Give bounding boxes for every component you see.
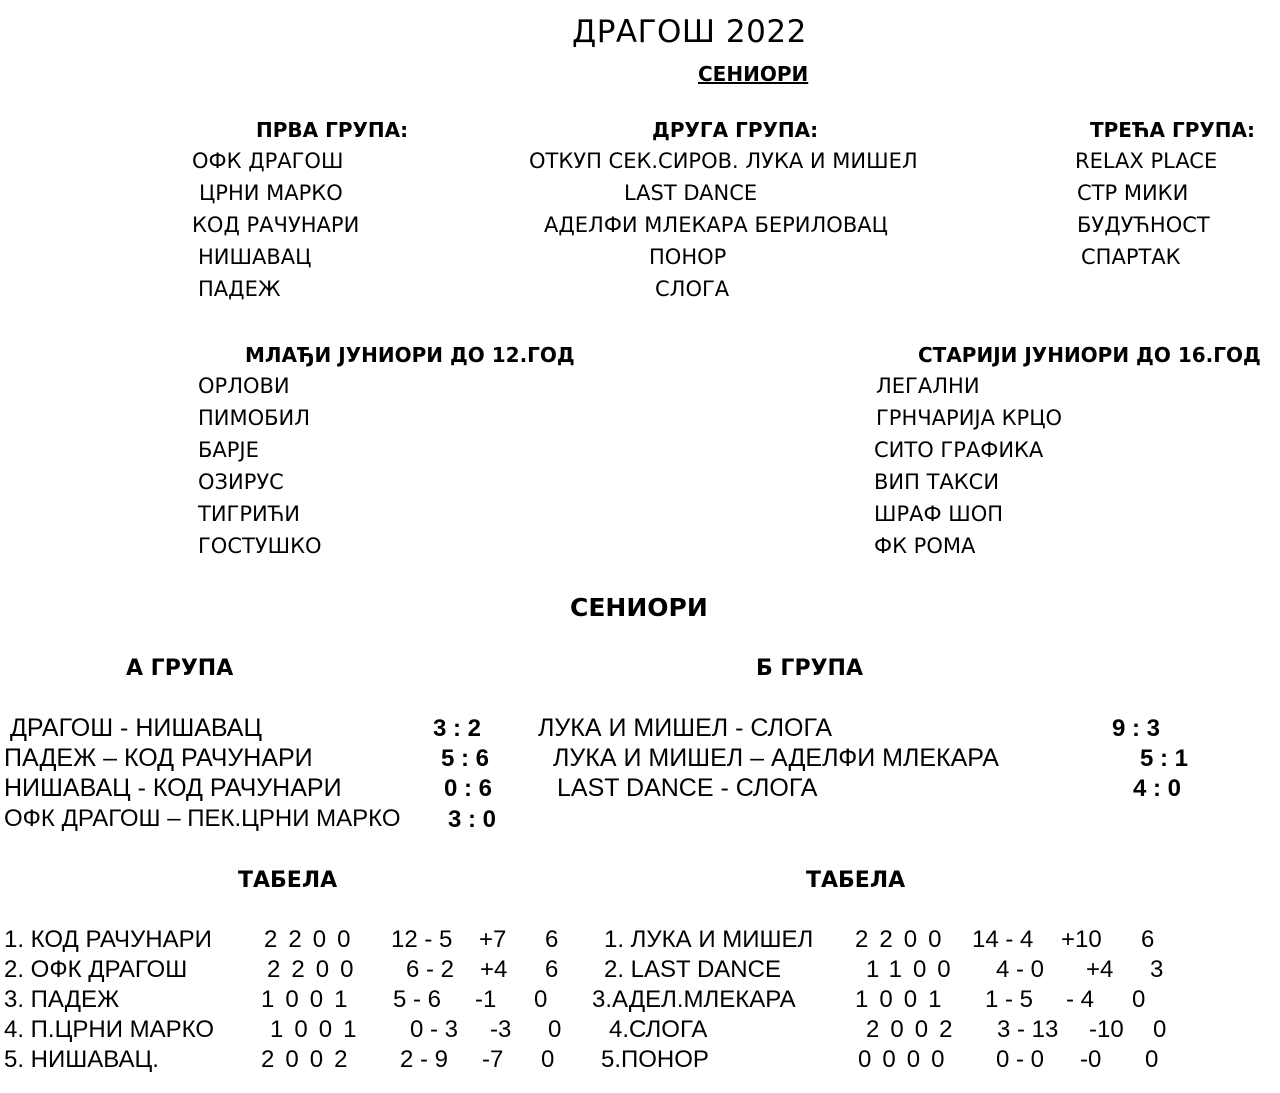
juniors-under-12-heading: МЛАЂИ ЈУНИОРИ ДО 12.ГОД [245,343,575,367]
page-subtitle: СЕНИОРИ [698,62,809,86]
junior-16-team: ГРНЧАРИЈА КРЦО [876,406,1063,430]
table-points: 0 [1132,986,1146,1013]
junior-12-team: ОЗИРУС [198,470,284,494]
group-3-team: RELAX PLACE [1075,149,1218,173]
table-stats: 2200 [264,926,362,953]
table-team: 4.СЛОГА [609,1016,708,1043]
table-stats: 0000 [858,1046,956,1073]
table-points: 6 [545,926,559,953]
group-2-team: ОТКУП СЕК.СИРОВ. ЛУКА И МИШЕЛ [529,149,918,173]
match-score: 3 : 0 [448,806,497,833]
table-goals: 0 - 0 [996,1046,1045,1073]
match-score: 9 : 3 [1112,715,1161,742]
juniors-under-16-heading: СТАРИЈИ ЈУНИОРИ ДО 16.ГОД [918,343,1261,367]
junior-16-team: СИТО ГРАФИКА [874,438,1044,462]
match-score: 5 : 1 [1140,745,1189,772]
table-team: 1. КОД РАЧУНАРИ [4,926,212,953]
table-diff: -3 [490,1016,512,1043]
table-points: 0 [548,1016,562,1043]
group-3-heading: ТРЕЋА ГРУПА: [1090,118,1256,142]
group-1-team: ОФК ДРАГОШ [192,149,344,173]
table-stats: 2002 [261,1046,359,1073]
junior-12-team: ГОСТУШКО [198,534,322,558]
group-1-team: ПАДЕЖ [198,277,281,301]
junior-16-team: ЛЕГАЛНИ [876,374,980,398]
table-goals: 3 - 13 [997,1016,1059,1043]
group-2-team: СЛОГА [655,277,730,301]
table-goals: 12 - 5 [391,926,453,953]
match-teams: LAST DANCE - СЛОГА [557,774,818,802]
table-points: 0 [541,1046,555,1073]
results-heading: СЕНИОРИ [570,593,708,622]
match-score: 4 : 0 [1133,775,1182,802]
table-team: 5. НИШАВАЦ. [4,1046,159,1073]
table-team: 3.АДЕЛ.МЛЕКАРА [592,986,796,1013]
table-diff: -0 [1080,1046,1102,1073]
table-goals: 4 - 0 [996,956,1045,983]
group-a-heading: А ГРУПА [126,656,234,681]
junior-16-team: ФК РОМА [874,534,976,558]
junior-16-team: ШРАФ ШОП [874,502,1004,526]
table-team: 3. ПАДЕЖ [4,986,120,1013]
match-teams: ЛУКА И МИШЕЛ – АДЕЛФИ МЛЕКАРА [553,744,999,772]
group-1-team: ЦРНИ МАРКО [199,181,343,205]
table-team: 5.ПОНОР [601,1046,709,1073]
table-diff: +4 [480,956,508,983]
group-b-heading: Б ГРУПА [756,656,863,681]
table-stats: 1100 [866,956,962,983]
match-teams: НИШАВАЦ - КОД РАЧУНАРИ [4,774,342,802]
table-points: 0 [1153,1016,1167,1043]
group-a-table-heading: ТАБЕЛА [238,868,338,893]
table-goals: 2 - 9 [400,1046,449,1073]
table-diff: +10 [1061,926,1102,953]
match-score: 5 : 6 [441,745,490,772]
group-1-heading: ПРВА ГРУПА: [256,118,409,142]
junior-12-team: ТИГРИЋИ [198,502,300,526]
group-2-heading: ДРУГА ГРУПА: [652,118,819,142]
table-stats: 2002 [866,1016,964,1043]
group-3-team: СТР МИКИ [1077,181,1189,205]
group-3-team: БУДУЋНОСТ [1077,213,1210,237]
table-team: 1. ЛУКА И МИШЕЛ [604,926,814,953]
table-stats: 2200 [855,926,953,953]
match-teams: ДРАГОШ - НИШАВАЦ [10,714,262,742]
match-score: 3 : 2 [433,715,482,742]
table-stats: 1001 [270,1016,368,1043]
table-stats: 1001 [855,986,953,1013]
table-goals: 5 - 6 [393,986,442,1013]
group-3-team: СПАРТАК [1081,245,1181,269]
table-stats: 1001 [261,986,359,1013]
table-points: 3 [1150,956,1164,983]
table-goals: 14 - 4 [972,926,1034,953]
group-1-team: НИШАВАЦ [198,245,312,269]
table-points: 0 [534,986,548,1013]
table-diff: -1 [475,986,497,1013]
table-points: 6 [1141,926,1155,953]
page-title: ДРАГОШ 2022 [572,14,807,50]
table-team: 4. П.ЦРНИ МАРКО [4,1016,214,1043]
group-2-team: LAST DANCE [624,181,758,205]
match-teams: ЛУКА И МИШЕЛ - СЛОГА [538,714,833,742]
table-points: 6 [545,956,559,983]
table-diff: - 4 [1066,986,1095,1013]
table-goals: 1 - 5 [985,986,1034,1013]
table-diff: -7 [482,1046,504,1073]
table-team: 2. ОФК ДРАГОШ [4,956,188,983]
table-diff: +7 [479,926,507,953]
group-b-table-heading: ТАБЕЛА [806,868,906,893]
group-2-team: ПОНОР [649,245,727,269]
group-2-team: АДЕЛФИ МЛЕКАРА БЕРИЛОВАЦ [544,213,888,237]
table-goals: 6 - 2 [406,956,455,983]
junior-12-team: ОРЛОВИ [198,374,290,398]
junior-16-team: ВИП ТАКСИ [874,470,1000,494]
match-score: 0 : 6 [444,775,493,802]
table-stats: 2200 [267,956,365,983]
table-diff: -10 [1089,1016,1124,1043]
match-teams: ОФК ДРАГОШ – ПЕК.ЦРНИ МАРКО [4,805,401,832]
table-diff: +4 [1086,956,1114,983]
junior-12-team: ПИМОБИЛ [198,406,311,430]
table-points: 0 [1145,1046,1159,1073]
table-team: 2. LAST DANCE [604,956,781,983]
junior-12-team: БАРЈЕ [198,438,259,462]
match-teams: ПАДЕЖ – КОД РАЧУНАРИ [4,744,313,772]
group-1-team: КОД РАЧУНАРИ [192,213,360,237]
table-goals: 0 - 3 [410,1016,459,1043]
